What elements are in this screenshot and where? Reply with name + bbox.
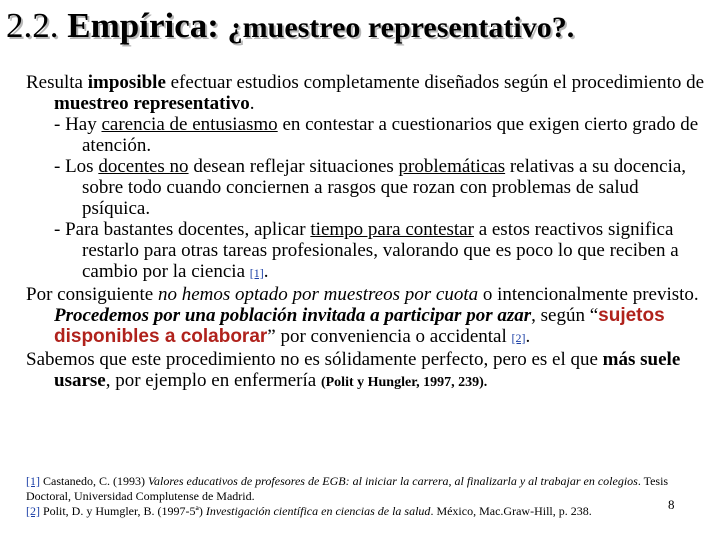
- text: , según “: [531, 305, 599, 326]
- page-number: 8: [668, 497, 675, 512]
- text: Polit, D. y Humgler, B. (1997-5ª): [40, 504, 206, 518]
- text: . México, Mac.Graw-Hill, p. 238.: [430, 504, 592, 518]
- footnote-link-1[interactable]: [1]: [249, 266, 264, 280]
- text: o intencionalmente previsto.: [478, 284, 699, 305]
- bullet-docentes: [54, 156, 710, 219]
- title-number: 2.2.: [6, 6, 59, 45]
- text: .: [525, 326, 531, 347]
- footnote-1: [26, 474, 698, 504]
- paragraph-consiguiente: [26, 284, 710, 349]
- text: efectuar estudios completamente diseñados según el procedimiento de: [165, 72, 705, 93]
- bold-text: más suele usarse: [54, 349, 681, 391]
- text: Por consiguiente: [26, 284, 158, 305]
- text: .: [249, 93, 255, 114]
- paragraph-sabemos: [26, 349, 710, 393]
- text: .: [263, 261, 269, 282]
- text: - Para bastantes docentes, aplicar: [54, 219, 311, 240]
- italic-text: no hemos optado por muestreos por cuota: [157, 284, 479, 305]
- text: - Hay: [54, 114, 102, 135]
- bullet-tiempo: [54, 219, 710, 284]
- footnote-ref-1[interactable]: [1]: [26, 474, 40, 488]
- underlined-text: docentes no: [98, 156, 189, 177]
- underlined-text: problemáticas: [398, 156, 506, 177]
- italic-text: Investigación científica en ciencias de la salud: [205, 504, 431, 518]
- text: ” por conveniencia o accidental: [267, 326, 512, 347]
- footnote-ref-2[interactable]: [2]: [26, 504, 40, 518]
- footnote-link-2[interactable]: [2]: [511, 331, 526, 345]
- text: desean reflejar situaciones: [188, 156, 399, 177]
- highlight-text: sujetos disponibles a colaborar: [54, 305, 665, 347]
- text: a estos reactivos significa restarlo para otras tareas profesionales, valorando que es poco lo que reciben a cambio por la ciencia: [82, 219, 679, 282]
- footnotes: [26, 474, 698, 519]
- text: relativas a su docencia, sobre todo cuando conciernen a rasgos que rozan con problemas de salud psíquica.: [82, 156, 687, 219]
- italic-text: Valores educativos de profesores de EGB: al iniciar la carrera, al finalizarla y al trabajar en colegios: [147, 474, 638, 488]
- bold-text: imposible: [87, 72, 166, 93]
- text: Resulta: [26, 72, 88, 93]
- text: - Los: [54, 156, 99, 177]
- text: en contestar a cuestionarios que exigen cierto grado de atención.: [82, 114, 699, 156]
- text: Castanedo, C. (1993): [40, 474, 148, 488]
- underlined-text: tiempo para contestar: [310, 219, 474, 240]
- slide-title: [6, 6, 714, 48]
- text: , por ejemplo en enfermería: [105, 370, 321, 391]
- paragraph-imposible: [26, 72, 710, 114]
- footnote-2: [26, 504, 698, 519]
- citation-text: (Polit y Hungler, 1997, 239).: [320, 375, 488, 390]
- title-rest: ¿muestreo representativo?.: [227, 11, 575, 44]
- title-main: Empírica:: [67, 6, 219, 45]
- text: Sabemos que este procedimiento no es sólidamente perfecto, pero es el que: [26, 349, 603, 370]
- bold-italic-text: Procedemos por una población invitada a participar por azar: [54, 305, 532, 326]
- underlined-text: carencia de entusiasmo: [101, 114, 278, 135]
- bold-text: muestreo representativo: [54, 93, 250, 114]
- slide-body: [26, 72, 710, 393]
- bullet-entusiasmo: [54, 114, 710, 156]
- text: . Tesis Doctoral, Universidad Complutense de Madrid.: [26, 474, 669, 503]
